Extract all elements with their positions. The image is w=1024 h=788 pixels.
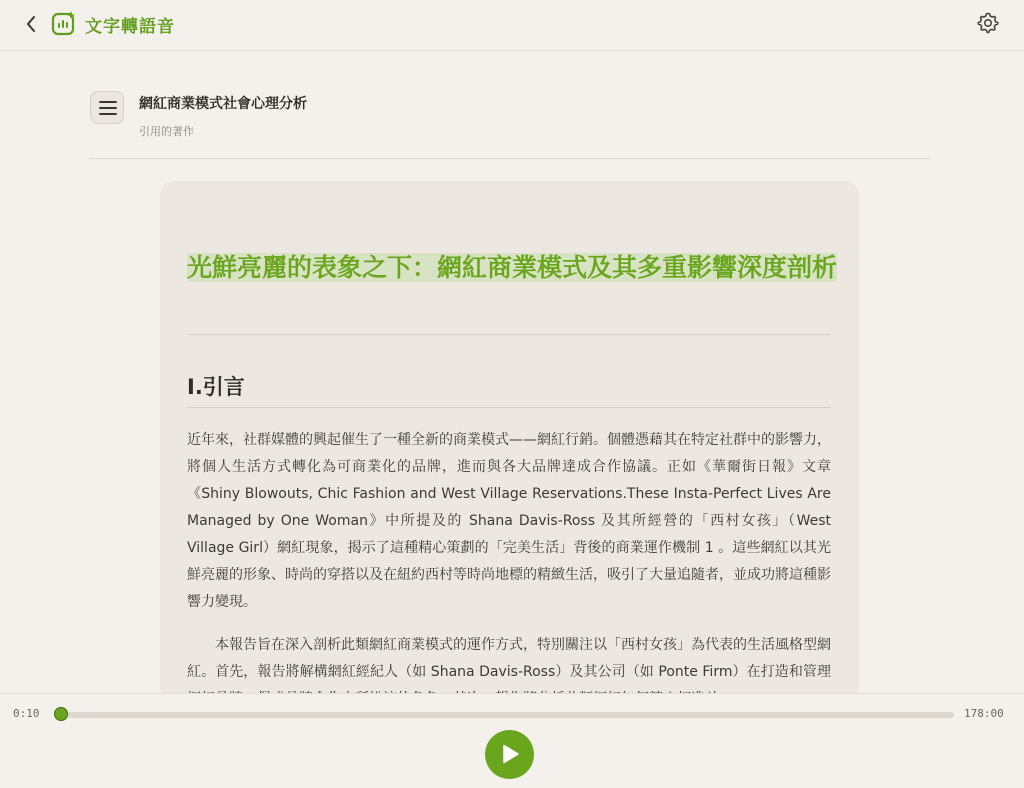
chevron-left-icon	[20, 12, 44, 36]
total-time: 178:00	[964, 707, 1004, 720]
heading-rule	[187, 334, 831, 335]
text-to-speech-icon	[51, 10, 77, 36]
section-heading: I.引言	[187, 375, 245, 399]
audio-player	[0, 693, 1024, 788]
article-heading	[187, 249, 837, 286]
progress-track[interactable]	[60, 712, 954, 718]
progress-knob[interactable]	[54, 707, 68, 721]
document-subtitle: 引用的著作	[139, 125, 194, 138]
document-title: 網紅商業模式社會心理分析	[139, 96, 307, 112]
app-title: 文字轉語音	[85, 17, 175, 37]
gear-icon	[976, 11, 1000, 35]
play-button[interactable]	[485, 730, 534, 779]
highlighted-heading-text: 光鮮亮麗的表象之下：網紅商業模式及其多重影響深度剖析	[187, 253, 838, 282]
settings-button[interactable]	[976, 11, 1000, 35]
current-time: 0:10	[13, 707, 40, 720]
menu-button[interactable]	[90, 91, 124, 124]
hamburger-icon	[99, 100, 117, 116]
paragraph: 近年來，社群媒體的興起催生了一種全新的商業模式——網紅行銷。個體憑藉其在特定社群中的影響力，將個人生活方式轉化為可商業化的品牌，進而與各大品牌達成合作協議。正如《華爾街日報》文章《Shiny Blowouts, Chic Fashion and West Village Reservations.These Insta-Perfect Lives Are Managed by One Woman》中所提及的 Shana Davis-Ross 及其所經營的「西村女孩」（West Village Girl）網紅現象，揭示了這種精心策劃的「完美生活」背後的商業運作機制 1 。這些網紅以其光鮮亮麗的形象、時尚的穿搭以及在紐約西村等時尚地標的精緻生活，吸引了大量追隨者，並成功將這種影響力變現。	[187, 432, 831, 610]
divider	[89, 158, 930, 159]
top-bar	[0, 0, 1024, 51]
paragraph: 本報告旨在深入剖析此類網紅商業模式的運作方式，特別關注以「西村女孩」為代表的生活風格型網紅。首先，報告將解構網紅經紀人（如 Shana Davis-Ross）及其公司（如 Ponte Firm）在打造和管理	[187, 637, 831, 680]
play-icon	[502, 744, 520, 764]
back-button[interactable]	[20, 12, 44, 36]
section-rule	[187, 407, 831, 408]
reading-card	[160, 181, 859, 701]
